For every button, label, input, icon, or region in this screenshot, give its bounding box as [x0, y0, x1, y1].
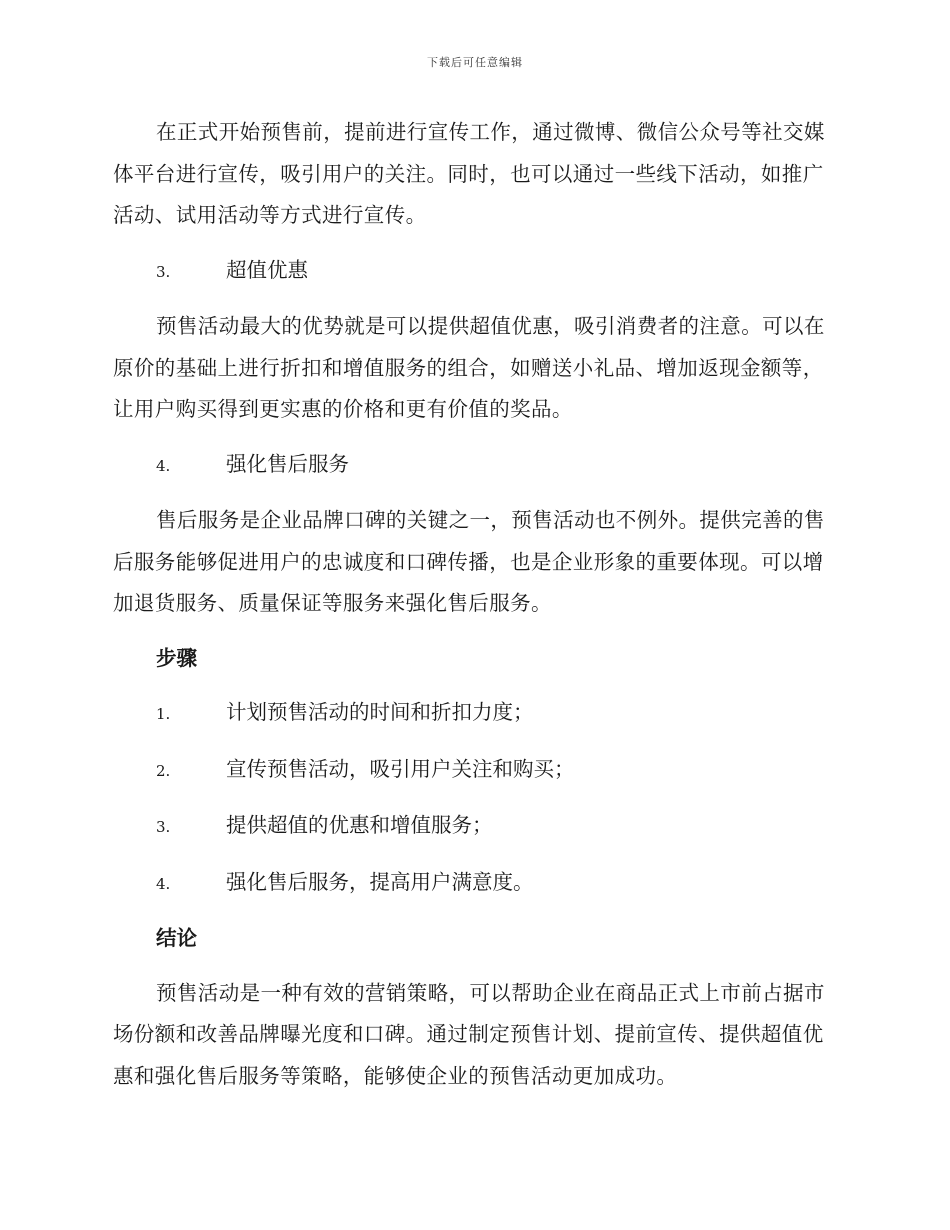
paragraph-conclusion: 预售活动是一种有效的营销策略，可以帮助企业在商品正式上市前占据市场份额和改善品牌曝光度和口碑。通过制定预售计划、提前宣传、提供超值优惠和强化售后服务等策略，能够使企业的预售活动更加成功。 — [113, 980, 825, 1088]
step-text: 强化售后服务，提高用户满意度。 — [226, 869, 534, 894]
section-heading-conclusion: 结论 — [156, 926, 197, 950]
step-item — [113, 749, 833, 793]
list-item-label: 超值优惠 — [226, 257, 308, 282]
step-number: 3. — [156, 818, 171, 836]
list-item-label: 强化售后服务 — [226, 451, 349, 476]
step-text: 计划预售活动的时间和折扣力度； — [226, 700, 534, 724]
page-header: 下载后可任意编辑 — [427, 56, 523, 69]
step-number: 2. — [156, 761, 171, 780]
document-body — [113, 112, 833, 1110]
paragraph-promotion: 在正式开始预售前，提前进行宣传工作，通过微博、微信公众号等社交媒体平台进行宣传，吸引用户的关注。同时，也可以通过一些线下活动，如推广活动、试用活动等方式进行宣传。 — [113, 120, 825, 227]
list-item-after-sales — [113, 444, 833, 488]
step-text: 宣传预售活动，吸引用户关注和购买； — [226, 756, 575, 781]
list-item-number: 4. — [156, 456, 171, 475]
paragraph-value-offer: 预售活动最大的优势就是可以提供超值优惠，吸引消费者的注意。可以在原价的基础上进行折扣和增值服务的组合，如赠送小礼品、增加返现金额等，让用户购买得到更实惠的价格和更有价值的奖品。 — [113, 314, 825, 421]
step-number: 1. — [156, 705, 171, 723]
list-item-number: 3. — [156, 262, 171, 281]
step-item — [113, 862, 833, 906]
step-item — [113, 805, 833, 849]
step-text: 提供超值的优惠和增值服务； — [226, 813, 493, 837]
paragraph-after-sales: 售后服务是企业品牌口碑的关键之一，预售活动也不例外。提供完善的售后服务能够促进用户的忠诚度和口碑传播，也是企业形象的重要体现。可以增加退货服务、质量保证等服务来强化售后服务。 — [113, 508, 825, 615]
step-item — [113, 692, 833, 736]
section-heading-steps: 步骤 — [156, 645, 197, 670]
list-item-value-offer — [113, 250, 833, 294]
step-number: 4. — [156, 874, 171, 893]
